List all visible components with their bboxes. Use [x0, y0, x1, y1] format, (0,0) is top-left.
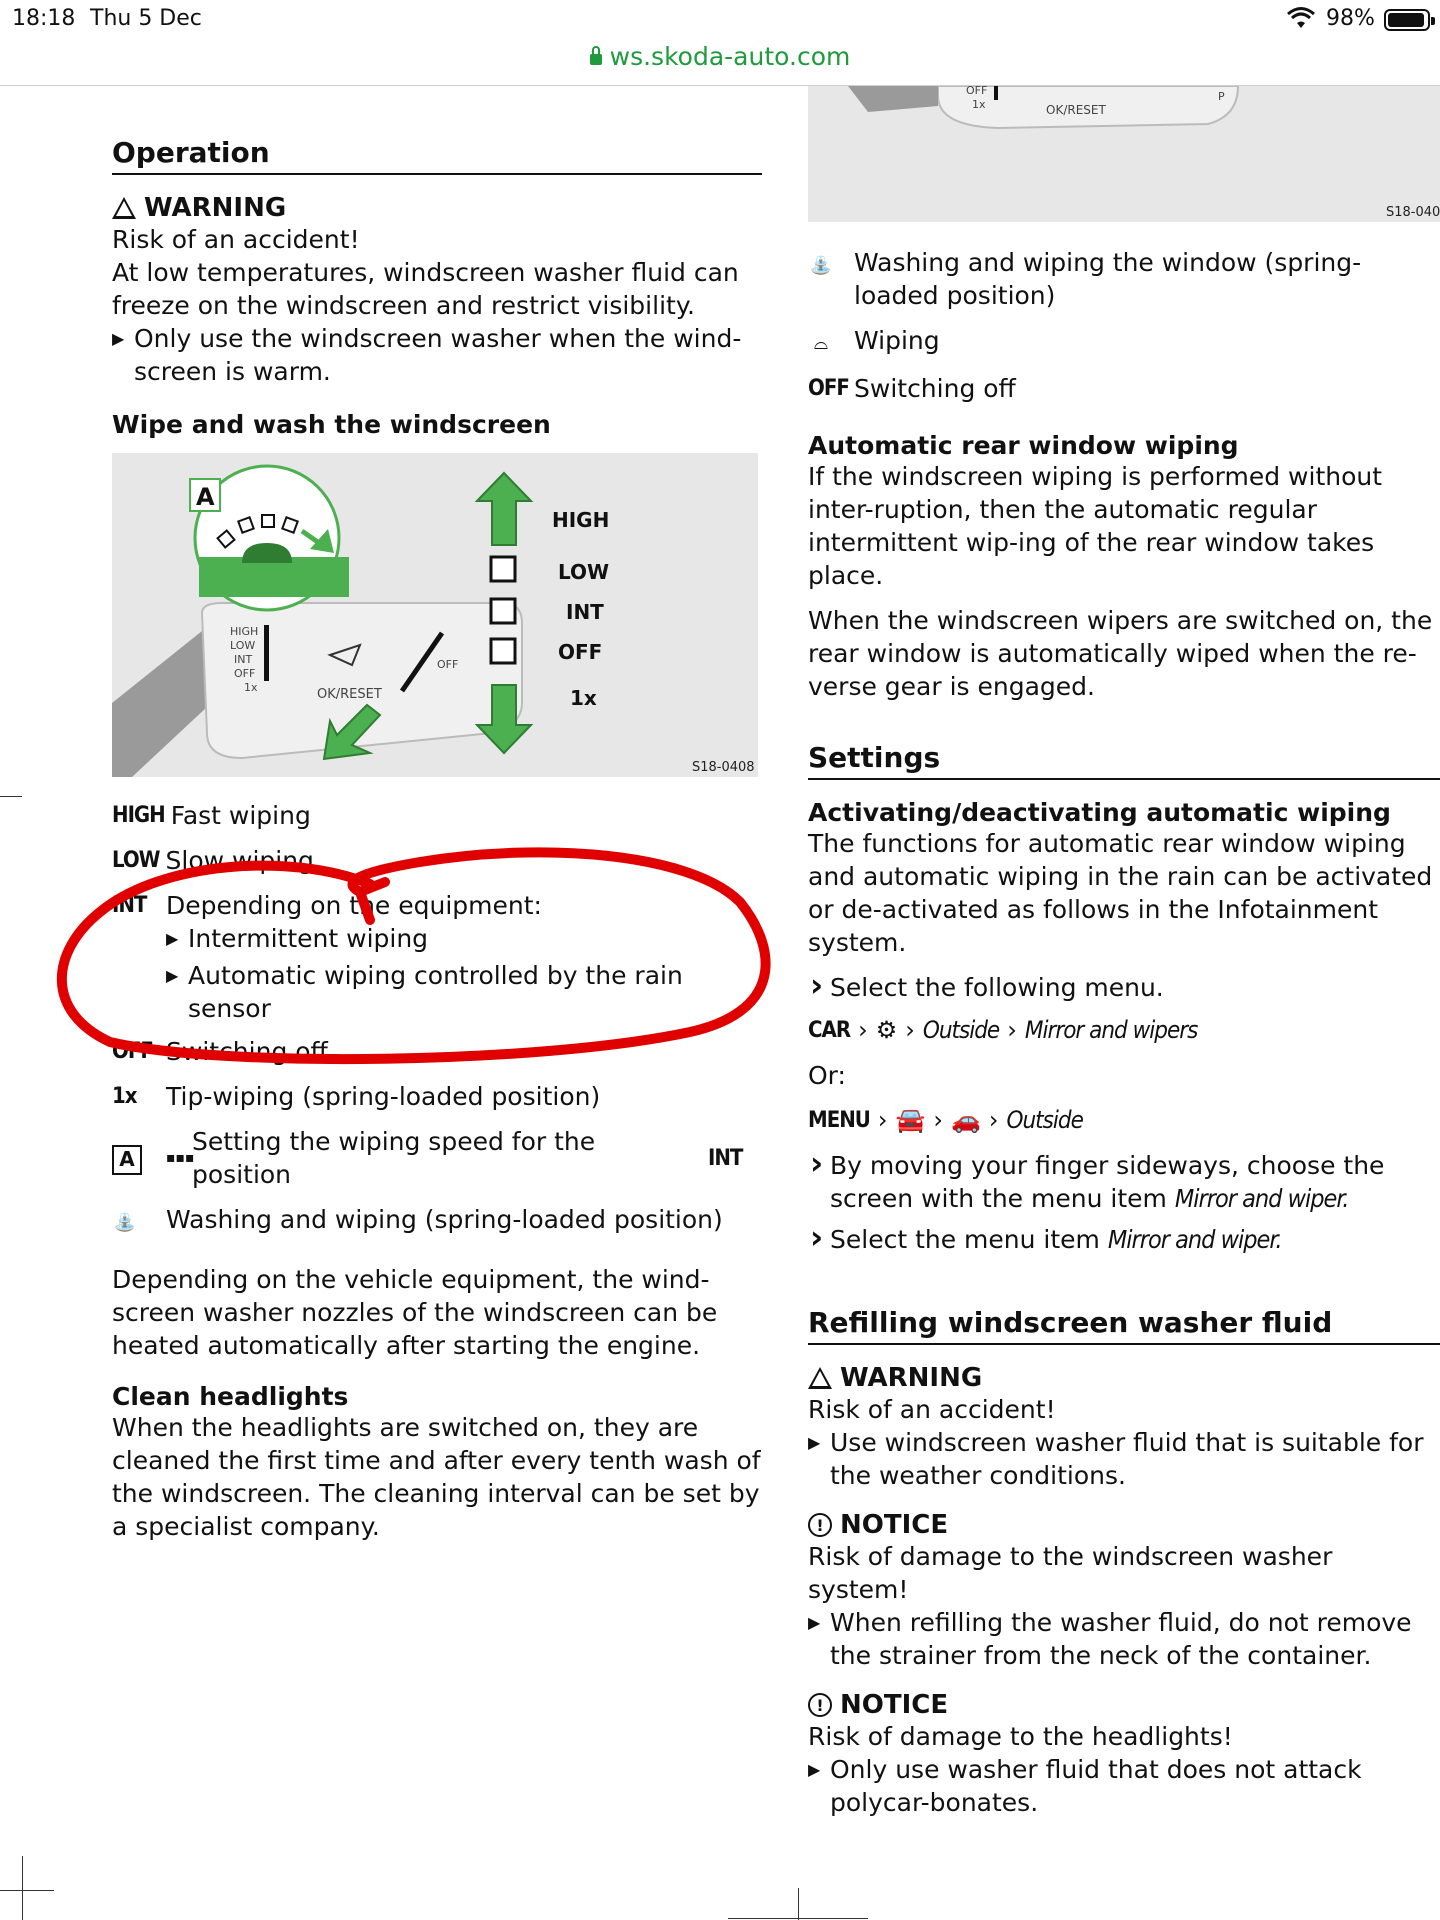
- mirror-wipers-item: Mirror and wipers: [1024, 1016, 1198, 1044]
- crop-mark: [0, 796, 22, 797]
- wiper-stalk-figure: [112, 453, 758, 777]
- notice-1-bullet: ▶ When refilling the washer fluid, do not remove the strainer from the neck of the container.: [808, 1606, 1440, 1672]
- menu-path-2: [808, 1104, 1440, 1137]
- car-icon: 🚘: [895, 1106, 926, 1134]
- refill-warning-title: [808, 1363, 1440, 1393]
- warning-line: Risk of an accident!: [112, 225, 360, 254]
- status-date: Thu 5 Dec: [90, 6, 202, 31]
- def-low: [112, 844, 762, 877]
- label-a-box: A: [112, 1145, 142, 1175]
- rear-p-label: P: [1218, 90, 1225, 103]
- ok-reset-label: OK/RESET: [317, 687, 382, 702]
- warning-triangle-icon: [112, 197, 136, 219]
- def-term: OFF: [808, 376, 849, 401]
- warning-title-text: WARNING: [840, 1363, 983, 1393]
- rear-wiper-figure: [808, 86, 1440, 222]
- refill-warning-bullet: ▶ Use windscreen washer fluid that is suitable for the weather conditions.: [808, 1426, 1440, 1492]
- wiper-stalk-illustration: [112, 453, 758, 777]
- stalk-label-int: INT: [234, 653, 253, 666]
- rear-stalk-illustration: [808, 86, 1440, 222]
- def-term: LOW: [112, 848, 160, 873]
- battery-percent: 98%: [1326, 6, 1375, 31]
- rear-def-wipe: [808, 324, 1440, 360]
- activate-heading: Activating/deactivating automatic wiping: [808, 798, 1391, 827]
- headlights-paragraph: When the headlights are switched on, they are cleaned the first time and after every tenth wash of the windscreen. The cleaning interval can be set by a specialist company.: [112, 1413, 761, 1541]
- operation-heading: Operation: [112, 136, 762, 175]
- step-3: [808, 1223, 1440, 1256]
- wipe-heading: Wipe and wash the windscreen: [112, 410, 551, 439]
- car-settings-icon: 🚗: [950, 1106, 981, 1134]
- battery-icon: [1384, 9, 1430, 31]
- figure-label-a: A: [196, 483, 215, 511]
- level-int: INT: [566, 600, 604, 624]
- rear-1x-label: 1x: [972, 98, 986, 111]
- notice-2-line: Risk of damage to the headlights!: [808, 1722, 1233, 1751]
- def-desc: Fast wiping: [170, 801, 311, 830]
- def-high: [112, 799, 762, 832]
- chevron-right-icon: ›: [905, 1016, 915, 1044]
- wash-wipe-icon: ⛲: [113, 1212, 137, 1233]
- rear-def-wash: [808, 246, 1440, 312]
- url-text: ws.skoda-auto.com: [609, 42, 851, 71]
- int-bullets: [112, 922, 762, 1025]
- off-label: OFF: [437, 658, 459, 671]
- status-bar: [0, 0, 1440, 40]
- refill-warning-line: Risk of an accident!: [808, 1395, 1056, 1424]
- def-int: [112, 889, 762, 922]
- stalk-label-low: LOW: [230, 639, 256, 652]
- def-inline-term: INT: [708, 1145, 743, 1171]
- level-high: HIGH: [552, 508, 610, 532]
- rear-wiping-heading: Automatic rear window wiping: [808, 431, 1239, 460]
- def-off: [112, 1035, 762, 1068]
- crop-mark: [22, 1856, 23, 1920]
- step-2: [808, 1149, 1440, 1215]
- chevron-right-icon: ›: [858, 1016, 868, 1044]
- rear-para-1: If the windscreen wiping is performed without inter-ruption, then the automatic regular intermittent wip-ing of the rear window takes place.: [808, 462, 1383, 590]
- outside-item: Outside: [1006, 1106, 1083, 1134]
- def-desc: Switching off: [854, 374, 1016, 403]
- notice-title-text: NOTICE: [840, 1510, 949, 1540]
- or-text: Or:: [808, 1061, 846, 1090]
- notice-icon: !: [808, 1513, 832, 1537]
- warning-bullet: ▶ Only use the windscreen washer when the wind-screen is warm.: [112, 322, 762, 388]
- speed-dots-icon: ▪▪▪: [166, 1149, 195, 1166]
- car-term: CAR: [808, 1018, 851, 1043]
- chevron-right-icon: ›: [877, 1106, 888, 1134]
- refill-heading: Refilling windscreen washer fluid: [808, 1306, 1440, 1345]
- notice-icon: !: [808, 1693, 832, 1717]
- step-2-item: Mirror and wiper.: [1174, 1184, 1349, 1213]
- notice-title-text: NOTICE: [840, 1690, 949, 1720]
- def-1x: [112, 1080, 762, 1113]
- warning-title: [112, 193, 762, 223]
- url-display[interactable]: [0, 42, 1440, 71]
- step-2-text: By moving your finger sideways, choose the screen with the menu item: [830, 1151, 1385, 1213]
- activate-paragraph: The functions for automatic rear window wiping and automatic wiping in the rain can be activated or de-activated as follows in the Infotainment system.: [808, 829, 1433, 957]
- menu-path-1: [808, 1014, 1440, 1047]
- def-desc: Setting the wiping speed for the position: [192, 1127, 596, 1189]
- wipe-window-icon: ⌓: [813, 333, 829, 354]
- def-desc: Washing and wiping (spring-loaded position): [166, 1205, 723, 1234]
- notice-1-line: Risk of damage to the windscreen washer system!: [808, 1542, 1333, 1604]
- chevron-right-icon: ›: [1007, 1016, 1017, 1044]
- def-desc: Tip-wiping (spring-loaded position): [166, 1082, 601, 1111]
- lock-icon: [590, 54, 602, 65]
- def-term: HIGH: [112, 803, 165, 828]
- stalk-label-1x: 1x: [244, 681, 258, 694]
- rear-figure-code: S18-040: [1386, 205, 1440, 220]
- def-a: [112, 1125, 762, 1191]
- settings-heading: Settings: [808, 741, 1440, 780]
- chevron-right-icon: ›: [988, 1106, 999, 1134]
- def-term: INT: [112, 893, 147, 918]
- left-column: [112, 86, 762, 1543]
- step-3-item: Mirror and wiper.: [1107, 1225, 1282, 1254]
- wifi-icon: [1286, 6, 1316, 36]
- level-off: OFF: [558, 640, 603, 664]
- step-1: › Select the following menu.: [808, 971, 1440, 1004]
- def-desc: Washing and wiping the window (spring-loaded position): [854, 248, 1362, 310]
- def-desc: Depending on the equipment:: [166, 891, 542, 920]
- gear-icon: ⚙: [875, 1016, 898, 1044]
- def-term: 1x: [112, 1084, 137, 1109]
- rear-ok-reset: OK/RESET: [1046, 103, 1106, 117]
- warning-body: At low temperatures, windscreen washer fluid can freeze on the windscreen and restrict visibility.: [112, 258, 739, 320]
- menu-term: MENU: [808, 1108, 870, 1133]
- level-low: LOW: [558, 560, 610, 584]
- crop-mark: [798, 1888, 799, 1920]
- status-time: 18:18: [12, 6, 76, 31]
- stalk-label-off: OFF: [234, 667, 256, 680]
- rear-para-2: When the windscreen wipers are switched on, the rear window is automatically wiped when the re-verse gear is engaged.: [808, 606, 1433, 701]
- stalk-label-high: HIGH: [230, 625, 259, 638]
- warning-title-text: WARNING: [144, 193, 287, 223]
- int-bullet: ▶ Intermittent wiping: [166, 922, 762, 955]
- crop-mark: [0, 1890, 54, 1891]
- outside-item: Outside: [922, 1016, 1000, 1044]
- def-wash: [112, 1203, 762, 1239]
- step-3-text: Select the menu item: [830, 1225, 1100, 1254]
- url-bar[interactable]: [0, 40, 1440, 86]
- notice-2-bullet: ▶ Only use washer fluid that does not attack polycar-bonates.: [808, 1753, 1440, 1819]
- wash-window-icon: ⛲: [809, 255, 833, 276]
- level-1x: 1x: [570, 686, 597, 710]
- chevron-right-icon: ›: [933, 1106, 943, 1134]
- def-desc: Switching off: [166, 1037, 328, 1066]
- right-column: [808, 86, 1440, 1819]
- nozzle-paragraph: Depending on the vehicle equipment, the wind-screen washer nozzles of the windscreen can be heated automatically after starting the engine.: [112, 1265, 718, 1360]
- function-list: [112, 799, 762, 1239]
- warning-triangle-icon: [808, 1367, 832, 1389]
- notice-2-title: [808, 1690, 1440, 1720]
- notice-1-title: [808, 1510, 1440, 1540]
- def-desc: Slow wiping: [165, 846, 314, 875]
- int-bullet: ▶ Automatic wiping controlled by the rain sensor: [166, 959, 762, 1025]
- headlights-heading: Clean headlights: [112, 1382, 349, 1411]
- figure-code: S18-0408: [692, 760, 755, 775]
- rear-off-label: OFF: [966, 86, 988, 97]
- def-term: OFF: [112, 1039, 153, 1064]
- def-desc: Wiping: [854, 326, 940, 355]
- rear-def-off: [808, 372, 1440, 405]
